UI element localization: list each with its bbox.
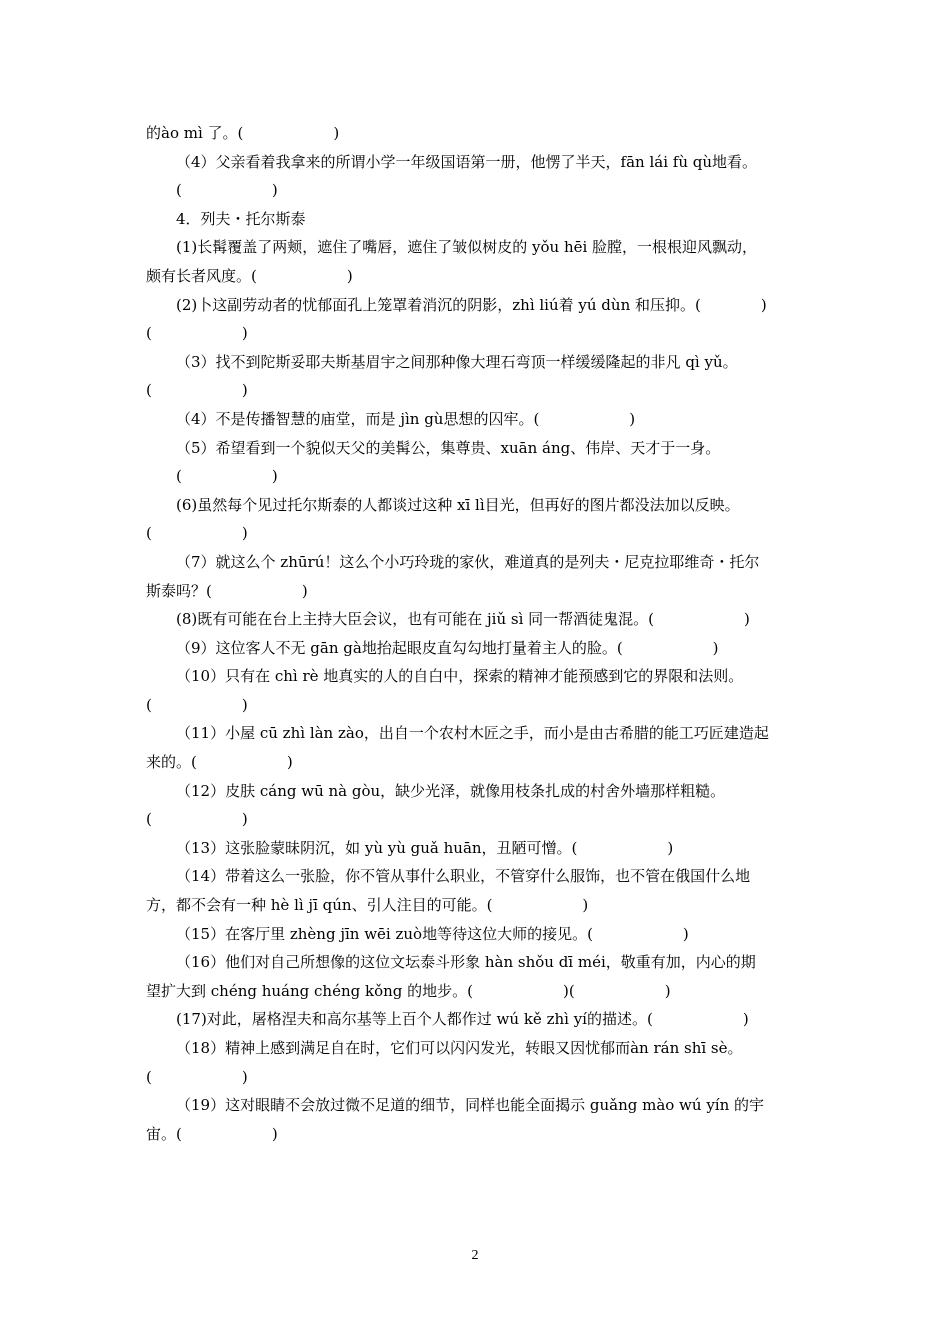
document-body [146, 119, 812, 1148]
question-item-4: （4）父亲看着我拿来的所谓小学一年级国语第一册，他愣了半天，fān lái fù qù地看。 [176, 152, 758, 171]
question-item-16: （16）他们对自己所想像的这位文坛泰斗形象 hàn shǒu dī méi，敬重有加，内心的期 [176, 953, 756, 972]
answer-blank: ( ) [146, 1067, 248, 1086]
page-number: 2 [471, 1248, 479, 1263]
question-item-9: （9）这位客人不无 gān gà地抬起眼皮直勾勾地打量着主人的脸。( ) [176, 638, 719, 657]
answer-blank: ( ) [146, 810, 248, 829]
answer-blank: ( ) [176, 181, 278, 200]
question-item-18: （18）精神上感到满足自在时，它们可以闪闪发光，转眼又因忧郁而àn rán shī sè。 [176, 1039, 743, 1057]
answer-blank: ( ) [146, 324, 248, 343]
question-item-19: （19）这对眼睛不会放过微不足道的细节，同样也能全面揭示 guǎng mào wú yín 的宇 [176, 1096, 765, 1115]
question-item-6: (6)虽然每个见过托尔斯泰的人都谈过这种 xī lì目光，但再好的图片都没法加以反映。 [176, 495, 740, 514]
text-line: 斯泰吗？( ) [146, 581, 308, 600]
text-line: 的ào mì 了。( ) [146, 124, 340, 142]
answer-blank: ( ) [176, 467, 278, 486]
question-item-1: (1)长髯覆盖了两颊，遮住了嘴唇，遮住了皱似树皮的 yǒu hēi 脸膛，一根根迎风飘动， [176, 238, 758, 257]
question-item-2: (2)卜这副劳动者的忧郁面孔上笼罩着消沉的阴影，zhì liú着 yú dùn 和压抑。( ) [176, 295, 767, 314]
question-item-14: （14）带着这么一张脸，你不管从事什么职业，不管穿什么服饰，也不管在俄国什么地 [176, 867, 751, 886]
question-item-8: (8)既有可能在台上主持大臣会议，也有可能在 jiǔ sì 同一帮酒徒鬼混。( ) [176, 610, 750, 629]
question-item-7: （7）就这么个 zhūrú！这么个小巧玲珑的家伙，难道真的是列夫・尼克拉耶维奇・托尔 [176, 552, 760, 571]
question-item-13: （13）这张脸蒙昧阴沉，如 yù yù guǎ huān，丑陋可憎。( ) [176, 838, 674, 857]
answer-blank: ( ) [146, 524, 248, 543]
answer-blank: ( ) [146, 695, 248, 714]
text-line: 来的。( ) [146, 753, 293, 772]
question-item-3: （3）找不到陀斯妥耶夫斯基眉宇之间那种像大理石弯顶一样缓缓隆起的非凡 qì yǔ。 [176, 352, 738, 371]
question-item-17: (17)对此，屠格涅夫和高尔基等上百个人都作过 wú kě zhì yí的描述。( ) [176, 1010, 749, 1029]
question-item-10: （10）只有在 chì rè 地真实的人的自白中，探索的精神才能预感到它的界限和法则。 [176, 667, 744, 686]
question-item-5: （5）希望看到一个貌似天父的美髯公，集尊贵、xuān áng、伟岸、天才于一身。 [176, 438, 721, 457]
text-line: 宙。( ) [146, 1124, 278, 1143]
text-line: 望扩大到 chéng huáng chéng kǒng 的地步。( )( ) [146, 981, 671, 1000]
answer-blank: ( ) [146, 381, 248, 400]
section-heading: 4．列夫・托尔斯泰 [176, 209, 306, 228]
text-line: 颇有长者风度。( ) [146, 266, 353, 285]
question-item-12: （12）皮肤 cáng wū nà gòu，缺少光泽，就像用枝条扎成的村舍外墙那样粗糙。 [176, 781, 726, 800]
text-line: 方，都不会有一种 hè lì jī qún、引人注目的可能。( ) [146, 896, 589, 915]
question-item-11: （11）小屋 cū zhì làn zào，出自一个农村木匠之手，而小是由古希腊的能工巧匠建造起 [176, 724, 769, 743]
question-item-15: （15）在客厅里 zhèng jīn wēi zuò地等待这位大师的接见。( ) [176, 924, 689, 943]
question-item-4: （4）不是传播智慧的庙堂，而是 jìn gù思想的囚牢。( ) [176, 409, 636, 428]
